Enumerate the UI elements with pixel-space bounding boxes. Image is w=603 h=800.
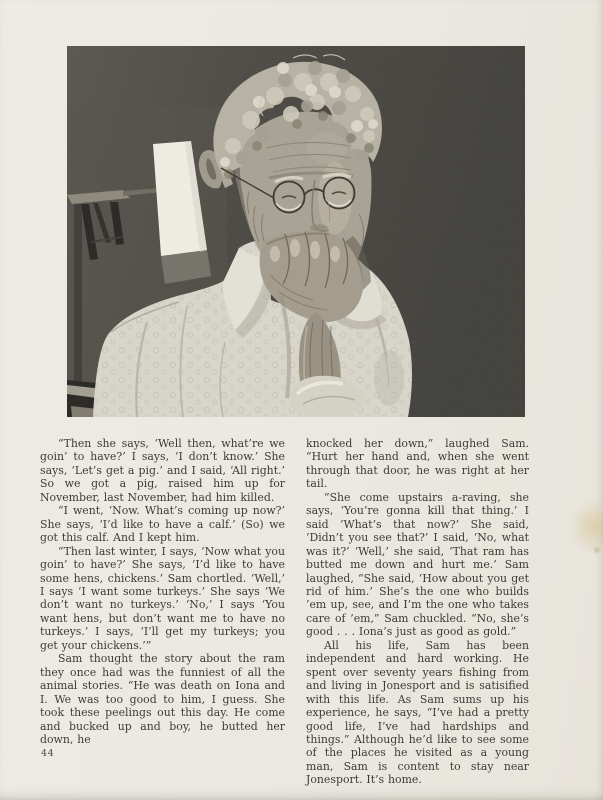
article-body xyxy=(40,437,529,787)
paragraph: “Then last winter, I says, ‘Now what you goin’ to have?’ She says, ‘I’d like to have some hens, chickens.’ Sam chortled. ‘Well,’ I says ‘I want some turkeys.’ She says ‘We don’t want no turkeys.’ ‘No,’ I says ‘You want hens, but don’t want me to have no turkeys.’ I says, ‘I’ll get my turkeys; you get your chickens.’” xyxy=(40,544,285,652)
text-column-left xyxy=(40,437,285,787)
portrait-photo xyxy=(67,46,525,417)
paragraph: All his life, Sam has been independent and hard working. He spent over seventy years fishing from and living in Jonesport and is satisified with this life. As Sam sums up his experience, he says, “I’ve had a pretty good life, I’ve had hardships and things.” Although he’d like to see some of the places he visited as a young man, Sam is content to stay near Jonesport. It’s home. xyxy=(306,638,529,787)
page-number: 44 xyxy=(41,748,55,759)
paragraph: “I went, ‘Now. What’s coming up now?’ She says, ‘I’d like to have a calf.’ (So) we got this calf. And I kept him. xyxy=(40,504,285,545)
paragraph-continuation: knocked her down,” laughed Sam. “Hurt her hand and, when she went through that door, he was right at her tail. xyxy=(306,437,529,491)
paragraph: “Then she says, ‘Well then, what’re we goin’ to have?’ I says, ‘I don’t know.’ She says, ‘Let’s get a pig.’ and I said, ‘All right.’ So we got a pig, raised him up for November, last November, had him killed. xyxy=(40,437,285,504)
portrait-photo-illustration xyxy=(67,46,525,417)
paragraph: “She come upstairs a-raving, she says, ‘You’re gonna kill that thing.’ I said ‘What’s that now?’ She said, ‘Didn’t you see that?’ I said, ‘No, what was it?’ ‘Well,’ she said, ‘That ram has butted me down and hurt me.’ Sam laughed, “She said, ‘How about you get rid of him.’ She’s the one who builds ’em up, see, and I’m the one who takes care of ’em,” Sam chuckled. “No, she’s good . . . Iona’s just as good as gold.” xyxy=(306,490,529,639)
paragraph: Sam thought the story about the ram they once had was the funniest of all the animal stories. “He was death on Iona and I. We was too good to him, I guess. She took these peelings out this day. He come and bucked up and boy, he butted her down, he xyxy=(40,652,285,746)
text-column-right xyxy=(306,437,529,787)
